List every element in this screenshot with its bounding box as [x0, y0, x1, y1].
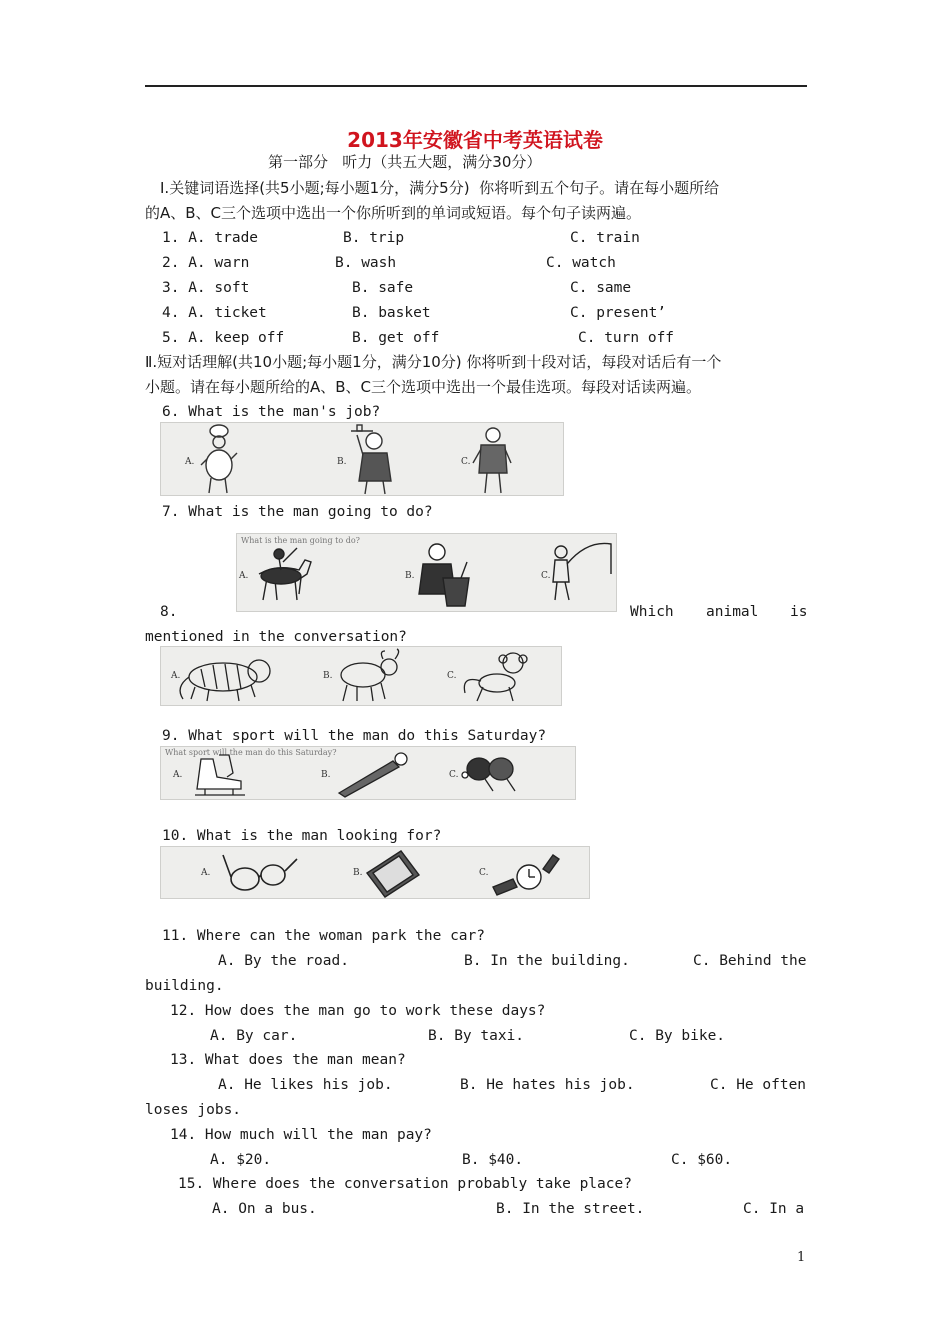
part1-header: 第一部分 听力（共五大题，满分30分） — [268, 153, 542, 171]
q13-option-a: A. He likes his job. — [218, 1077, 393, 1093]
q1-option-b: B. trip — [343, 230, 405, 246]
section1-instruction-line1: I.关键词语选择(共5小题;每小题1分，满分5分) 你将听到五个句子。请在每小题所给 — [160, 179, 720, 197]
q2-option-a: 2. A. warn — [162, 255, 250, 271]
q15-option-b: B. In the street. — [496, 1201, 645, 1217]
q4-option-a: 4. A. ticket — [162, 305, 267, 321]
q12-question: 12. How does the man go to work these days? — [170, 1003, 546, 1019]
section2-instruction-line2: 小题。请在每小题所给的A、B、C三个选项中选出一个最佳选项。每段对话读两遍。 — [145, 378, 702, 396]
page-number: 1 — [797, 1250, 806, 1265]
table-tennis-paddles-icon — [462, 758, 515, 791]
q7-label-a: A. — [239, 571, 249, 581]
q7-label-b: B. — [405, 571, 415, 581]
q12-option-c: C. By bike. — [629, 1028, 726, 1044]
bull-icon — [341, 649, 399, 701]
q13-option-c: C. He often — [710, 1077, 807, 1093]
q13-option-c-continued: loses jobs. — [145, 1102, 242, 1118]
q8-label-b: B. — [323, 671, 333, 681]
ice-skates-icon — [195, 755, 245, 795]
section2-instruction-line1: Ⅱ.短对话理解(共10小题;每小题1分，满分10分) 你将听到十段对话，每段对话后有一个 — [145, 353, 722, 371]
q15-option-a: A. On a bus. — [212, 1201, 317, 1217]
baseball-bat-icon — [339, 753, 407, 797]
q11-option-c-continued: building. — [145, 978, 224, 994]
q10-picture-strip — [160, 846, 590, 899]
q8-label-a: A. — [171, 671, 181, 681]
horse-riding-icon — [259, 548, 311, 600]
q11-option-c: C. Behind the — [693, 953, 807, 969]
q3-option-c: C. same — [570, 280, 632, 296]
header-rule — [145, 85, 807, 87]
q9-label-a: A. — [173, 770, 183, 780]
q14-option-c: C. $60. — [671, 1152, 733, 1168]
q4-option-b: B. basket — [352, 305, 431, 321]
q9-label-c: C. — [449, 770, 459, 780]
q4-option-c: C. present’ — [570, 305, 667, 321]
q8-word-animal: animal — [706, 604, 759, 620]
q5-option-c: C. turn off — [578, 330, 675, 346]
q10-label-a: A. — [201, 868, 211, 878]
q11-question: 11. Where can the woman park the car? — [162, 928, 486, 944]
q3-option-b: B. safe — [352, 280, 414, 296]
q8-question-line2: mentioned in the conversation? — [145, 629, 407, 645]
q8-label-c: C. — [447, 671, 457, 681]
q9-caption: What sport will the man do this Saturday? — [165, 748, 337, 757]
q14-option-b: B. $40. — [462, 1152, 524, 1168]
q5-option-b: B. get off — [352, 330, 440, 346]
q15-question: 15. Where does the conversation probably take place? — [178, 1176, 632, 1192]
q8-word-is: is — [790, 604, 808, 620]
q11-option-a: A. By the road. — [218, 953, 349, 969]
monkey-icon — [464, 653, 527, 701]
q8-word-which: Which — [630, 604, 674, 620]
fishing-icon — [553, 543, 611, 600]
exam-title: 2013年安徽省中考英语试卷 — [347, 128, 603, 152]
q12-option-a: A. By car. — [210, 1028, 298, 1044]
waiter-figure-icon — [351, 425, 391, 494]
q6-picture-strip — [160, 422, 564, 496]
q10-question: 10. What is the man looking for? — [162, 828, 442, 844]
q14-option-a: A. $20. — [210, 1152, 272, 1168]
tiger-icon — [180, 660, 270, 701]
q7-question: 7. What is the man going to do? — [162, 504, 433, 520]
section1-instruction-line2: 的A、B、C三个选项中选出一个你所听到的单词或短语。每个句子读两遍。 — [145, 204, 642, 222]
q5-option-a: 5. A. keep off — [162, 330, 285, 346]
q8-number: 8. — [160, 604, 178, 620]
q2-option-b: B. wash — [335, 255, 397, 271]
q7-label-c: C. — [541, 571, 551, 581]
q1-option-c: C. train — [570, 230, 640, 246]
glasses-icon — [223, 855, 297, 890]
q11-option-b: B. In the building. — [464, 953, 630, 969]
q6-label-b: B. — [337, 457, 347, 467]
q1-option-a: 1. A. trade — [162, 230, 259, 246]
q7-picture-strip — [236, 533, 617, 612]
q15-option-c: C. In a — [743, 1201, 805, 1217]
mobile-phone-icon — [367, 851, 419, 897]
q10-label-c: C. — [479, 868, 489, 878]
q6-label-a: A. — [185, 457, 195, 467]
q12-option-b: B. By taxi. — [428, 1028, 525, 1044]
chef-figure-icon — [201, 425, 237, 493]
wristwatch-icon — [493, 855, 559, 895]
q13-option-b: B. He hates his job. — [460, 1077, 635, 1093]
q6-question: 6. What is the man's job? — [162, 404, 381, 420]
q9-label-b: B. — [321, 770, 331, 780]
q13-question: 13. What does the man mean? — [170, 1052, 406, 1068]
q9-picture-strip — [160, 746, 576, 800]
q14-question: 14. How much will the man pay? — [170, 1127, 432, 1143]
q8-picture-strip — [160, 646, 562, 706]
podium-speech-icon — [419, 544, 469, 606]
q10-label-b: B. — [353, 868, 363, 878]
q3-option-a: 3. A. soft — [162, 280, 250, 296]
q9-question: 9. What sport will the man do this Saturday? — [162, 728, 547, 744]
businessman-figure-icon — [473, 428, 511, 493]
q2-option-c: C. watch — [546, 255, 616, 271]
q6-label-c: C. — [461, 457, 471, 467]
q7-caption: What is the man going to do? — [241, 536, 360, 545]
